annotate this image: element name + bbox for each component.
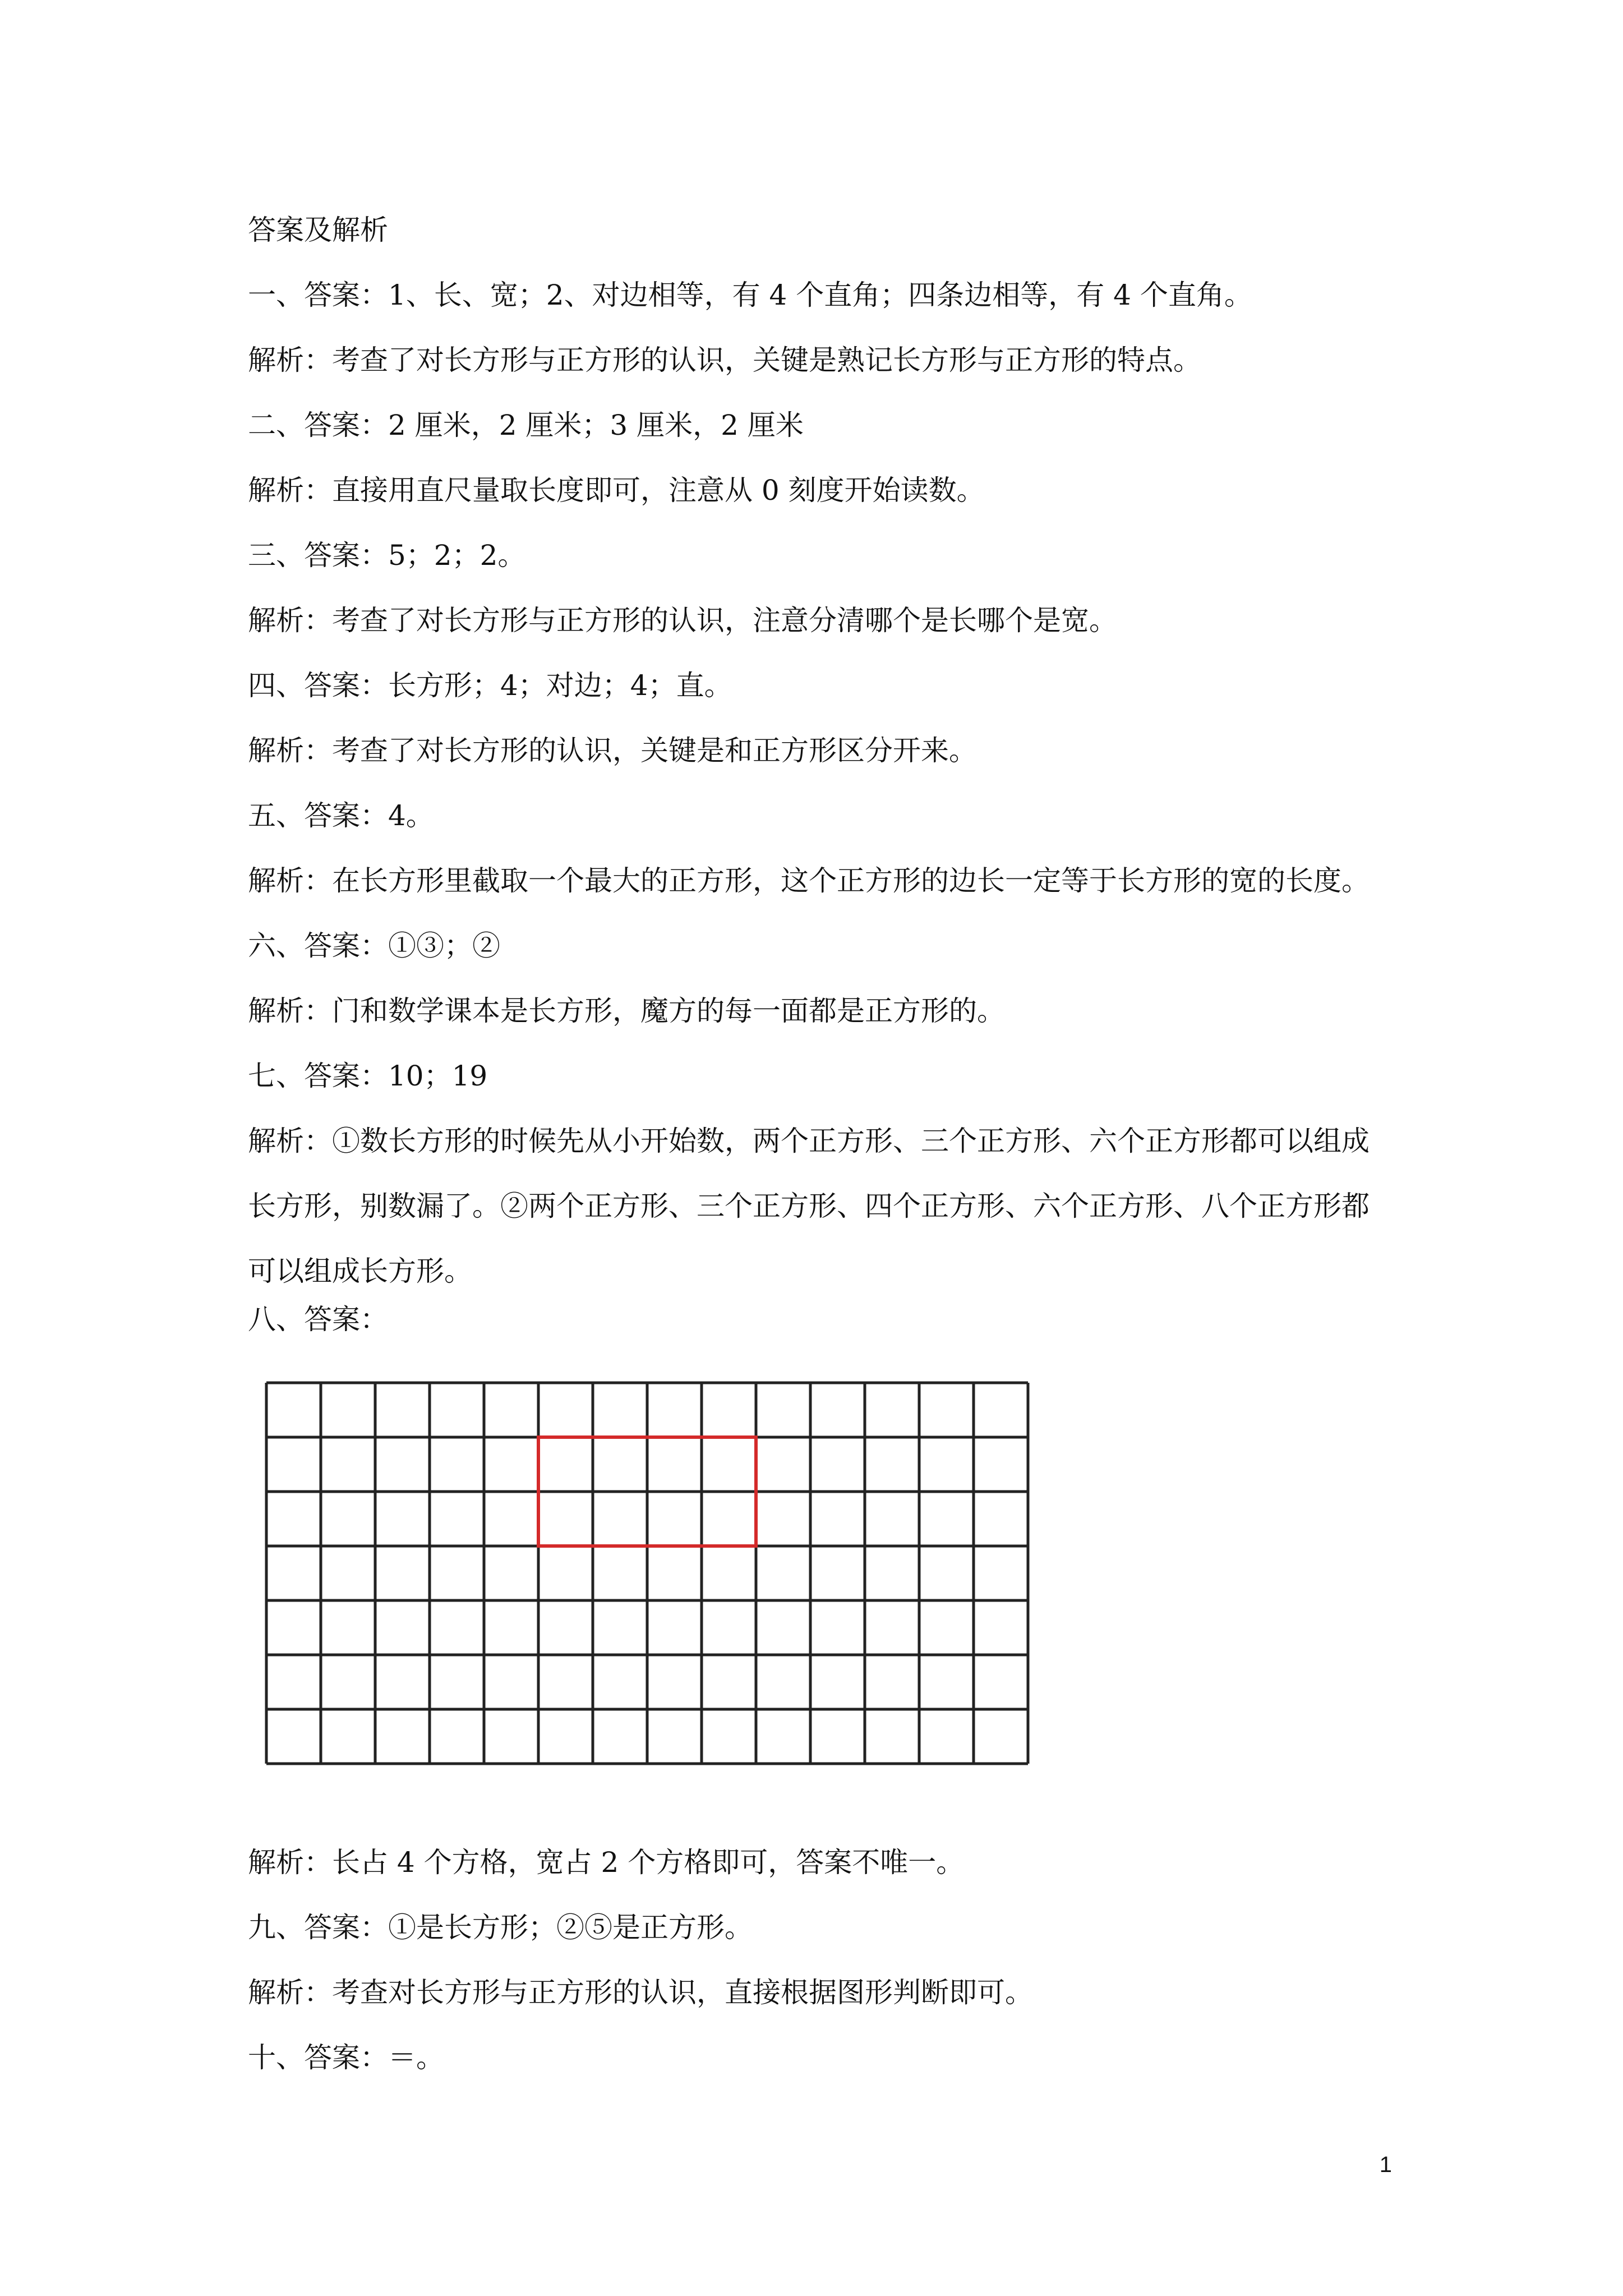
analysis-1: 解析：考查了对长方形与正方形的认识，关键是熟记长方形与正方形的特点。 bbox=[248, 344, 1201, 376]
analysis-8: 解析：长占 4 个方格，宽占 2 个方格即可，答案不唯一。 bbox=[248, 1846, 965, 1879]
answer-4: 四、答案：长方形；4；对边；4；直。 bbox=[248, 669, 732, 702]
answer-7: 七、答案：10；19 bbox=[248, 1060, 488, 1092]
page-number: 1 bbox=[1379, 2152, 1392, 2177]
analysis-7-line-3: 可以组成长方形。 bbox=[248, 1255, 472, 1287]
analysis-5: 解析：在长方形里截取一个最大的正方形，这个正方形的边长一定等于长方形的宽的长度。 bbox=[248, 864, 1370, 897]
answer-9: 九、答案：①是长方形；②⑤是正方形。 bbox=[248, 1911, 753, 1944]
answer-grid-figure bbox=[265, 1381, 1031, 1800]
answer-10: 十、答案：＝。 bbox=[248, 2041, 444, 2074]
analysis-6: 解析：门和数学课本是长方形，魔方的每一面都是正方形的。 bbox=[248, 995, 1005, 1027]
answer-8: 八、答案： bbox=[248, 1303, 388, 1336]
heading: 答案及解析 bbox=[248, 214, 388, 246]
analysis-7-line-1: 解析：①数长方形的时候先从小开始数，两个正方形、三个正方形、六个正方形都可以组成 bbox=[248, 1125, 1370, 1157]
answer-2: 二、答案：2 厘米，2 厘米；3 厘米，2 厘米 bbox=[248, 409, 804, 441]
analysis-3: 解析：考查了对长方形与正方形的认识，注意分清哪个是长哪个是宽。 bbox=[248, 604, 1117, 637]
analysis-9: 解析：考查对长方形与正方形的认识，直接根据图形判断即可。 bbox=[248, 1976, 1033, 2009]
answer-5: 五、答案：4。 bbox=[248, 799, 434, 832]
analysis-2: 解析：直接用直尺量取长度即可，注意从 0 刻度开始读数。 bbox=[248, 474, 985, 507]
answer-1: 一、答案：1、长、宽；2、对边相等，有 4 个直角；四条边相等，有 4 个直角。 bbox=[248, 279, 1252, 311]
analysis-7-line-2: 长方形，别数漏了。②两个正方形、三个正方形、四个正方形、六个正方形、八个正方形都 bbox=[248, 1190, 1370, 1222]
answer-6: 六、答案：①③；② bbox=[248, 930, 500, 962]
answer-3: 三、答案：5；2；2。 bbox=[248, 539, 526, 572]
analysis-4: 解析：考查了对长方形的认识，关键是和正方形区分开来。 bbox=[248, 734, 977, 767]
square-grid bbox=[265, 1381, 1031, 1800]
